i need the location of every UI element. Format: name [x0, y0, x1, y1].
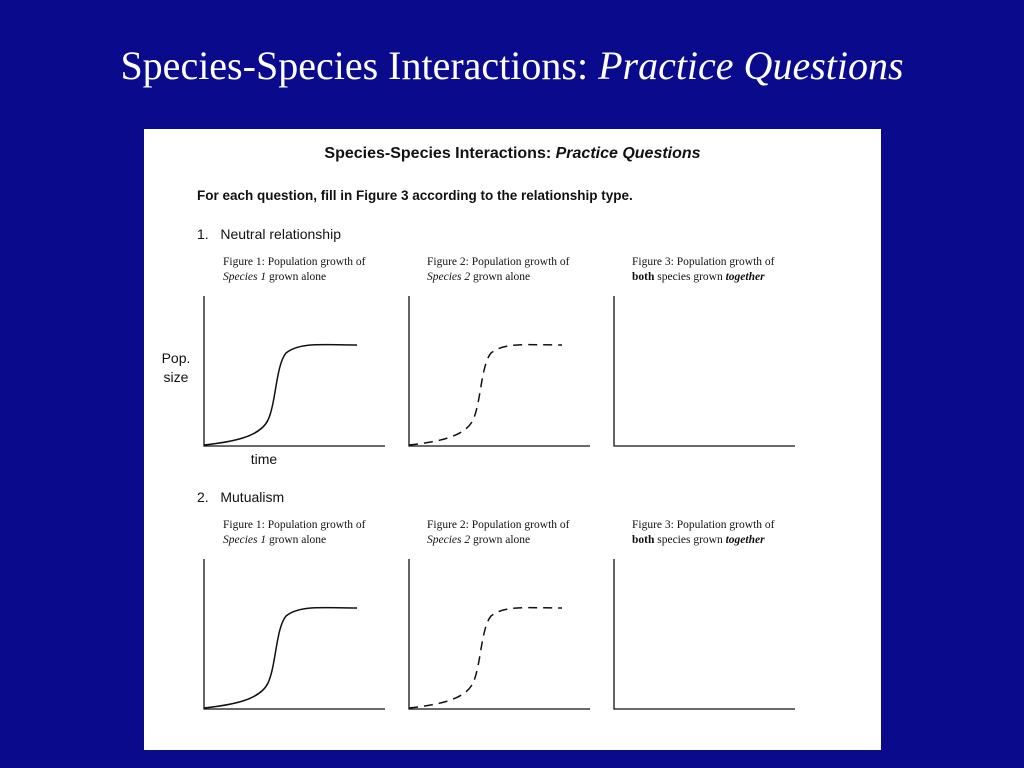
q1-figure1-caption-italic: Species 1 — [223, 270, 267, 283]
q1-figure3-plot — [612, 295, 796, 449]
y-axis-label — [154, 349, 198, 387]
q2-figure2-caption-rest: grown alone — [470, 533, 531, 546]
slide-title — [0, 40, 1024, 92]
q2-figure3-caption-bold-italic: together — [725, 533, 765, 546]
question-1-label — [197, 226, 341, 242]
y-axis-label-line2: size — [163, 369, 189, 385]
q1-figure1-axes — [204, 296, 385, 446]
worksheet-title — [144, 145, 881, 163]
worksheet-page — [144, 129, 881, 750]
q1-figure1-caption-line1: Figure 1: Population growth of — [223, 256, 366, 268]
q1-figure3-caption-bold-italic: together — [725, 270, 765, 283]
q2-figure3-axes — [614, 559, 795, 709]
q1-figure3-caption-mid: species grown — [654, 270, 726, 283]
slide-title-main: Species-Species Interactions: — [120, 43, 599, 88]
q2-figure1-plot — [202, 558, 386, 712]
q2-figure2-growth-curve-dashed — [409, 608, 562, 708]
q2-figure3-caption — [632, 518, 774, 547]
q1-figure1-caption-rest: grown alone — [266, 270, 327, 283]
q1-figure3-caption — [632, 255, 774, 284]
q2-figure1-growth-curve-solid — [204, 608, 357, 708]
worksheet-instruction: For each question, fill in Figure 3 according to the relationship type. — [197, 188, 633, 203]
slide-title-italic: Practice Questions — [598, 43, 904, 88]
q1-figure2-caption-line1: Figure 2: Population growth of — [427, 256, 570, 268]
q2-figure1-caption — [223, 518, 365, 547]
question-1-number: 1. — [197, 226, 209, 242]
q1-figure1-caption — [223, 255, 365, 284]
q1-figure2-caption — [427, 255, 569, 284]
question-2-label — [197, 489, 284, 505]
q2-figure1-axes — [204, 559, 385, 709]
q2-figure1-caption-italic: Species 1 — [223, 533, 267, 546]
q2-figure2-caption-line1: Figure 2: Population growth of — [427, 519, 570, 531]
question-2-number: 2. — [197, 489, 209, 505]
q2-figure2-plot — [407, 558, 591, 712]
q1-figure2-growth-curve-dashed — [409, 345, 562, 445]
q1-figure2-caption-rest: grown alone — [470, 270, 531, 283]
q1-figure3-caption-line1: Figure 3: Population growth of — [632, 256, 775, 268]
q2-figure1-caption-rest: grown alone — [266, 533, 327, 546]
q2-figure3-caption-line1: Figure 3: Population growth of — [632, 519, 775, 531]
q1-figure3-axes — [614, 296, 795, 446]
q2-figure2-caption-italic: Species 2 — [427, 533, 471, 546]
question-1-title: Neutral relationship — [220, 226, 341, 242]
q2-figure3-caption-mid: species grown — [654, 533, 726, 546]
worksheet-title-main: Species-Species Interactions: — [324, 145, 556, 162]
q2-figure3-plot — [612, 558, 796, 712]
x-axis-label: time — [250, 451, 278, 467]
q1-figure1-growth-curve-solid — [204, 345, 357, 445]
y-axis-label-line1: Pop. — [161, 350, 191, 366]
q2-figure1-caption-line1: Figure 1: Population growth of — [223, 519, 366, 531]
worksheet-title-italic: Practice Questions — [555, 145, 701, 162]
question-2-title: Mutualism — [220, 489, 285, 505]
q2-figure2-axes — [409, 559, 590, 709]
q1-figure2-caption-italic: Species 2 — [427, 270, 471, 283]
q1-figure1-plot — [202, 295, 386, 449]
q1-figure2-plot — [407, 295, 591, 449]
q1-figure2-axes — [409, 296, 590, 446]
q1-figure3-caption-bold: both — [632, 270, 655, 283]
q2-figure2-caption — [427, 518, 569, 547]
q2-figure3-caption-bold: both — [632, 533, 655, 546]
